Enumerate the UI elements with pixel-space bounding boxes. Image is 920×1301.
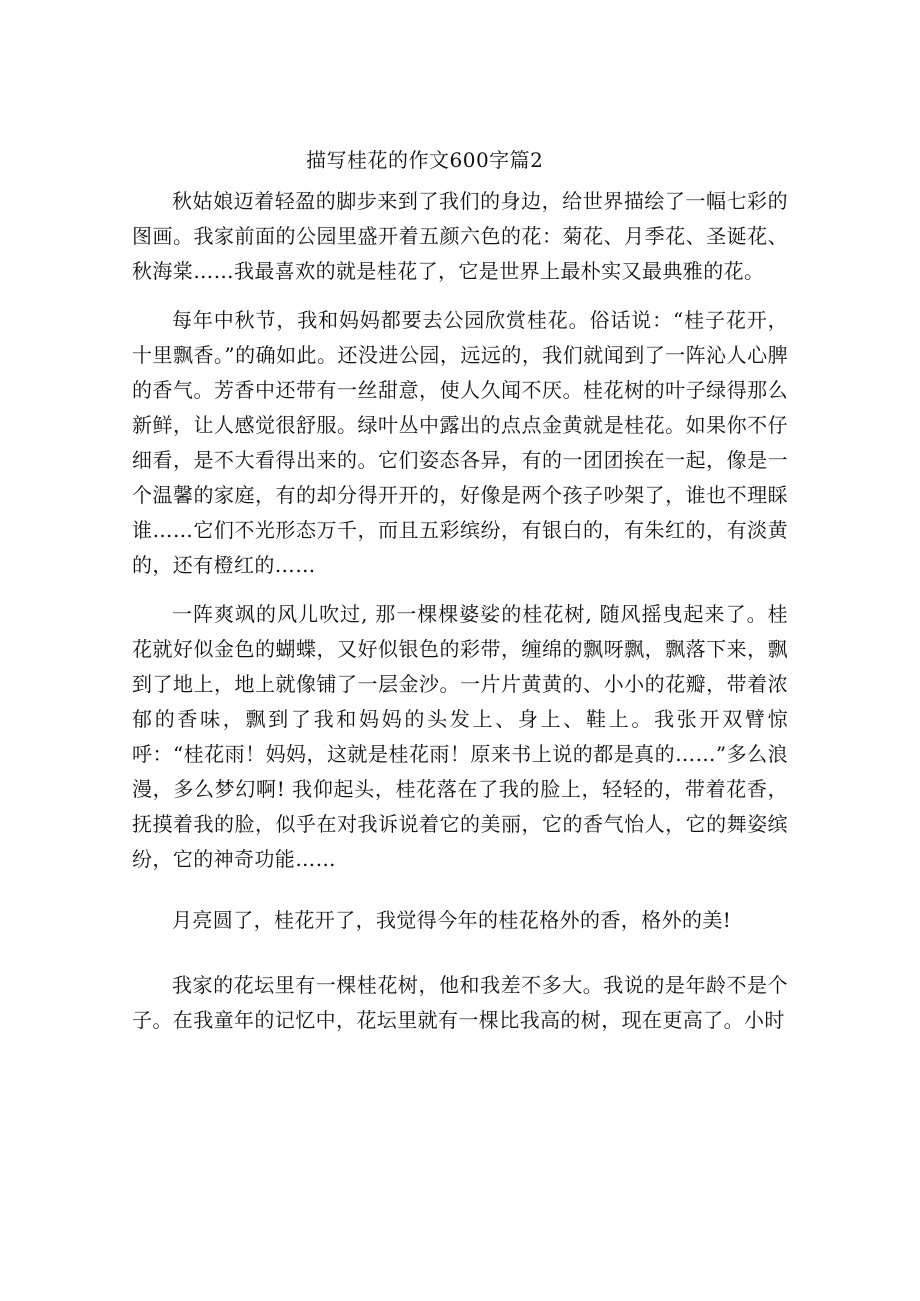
essay-body — [132, 184, 788, 1038]
essay-title: 描写桂花的作文600字篇2 — [306, 148, 544, 172]
paragraph-1: 秋姑娘迈着轻盈的脚步来到了我们的身边，给世界描绘了一幅七彩的图画。我家前面的公园里盛开着五颜六色的花：菊花、月季花、圣诞花、秋海棠……我最喜欢的就是桂花了，它是世界上最朴实又最典雅的花。 — [132, 189, 788, 283]
paragraph-5: 我家的花坛里有一棵桂花树，他和我差不多大。我说的是年龄不是个子。在我童年的记忆中，花坛里就有一棵比我高的树，现在更高了。小时 — [132, 973, 788, 1032]
paragraph-2: 每年中秋节，我和妈妈都要去公园欣赏桂花。俗话说：“桂子花开，十里飘香。”的确如此。还没进公园，远远的，我们就闻到了一阵沁人心脾的香气。芳香中还带有一丝甜意，使人久闻不厌。桂花树的叶子绿得那么新鲜，让人感觉很舒服。绿叶丛中露出的点点金黄就是桂花。如果你不仔细看，是不大看得出来的。它们姿态各异，有的一团团挨在一起，像是一个温馨的家庭，有的却分得开开的，好像是两个孩子吵架了，谁也不理睬谁……它们不光形态万千，而且五彩缤纷，有银白的，有朱红的，有淡黄的，还有橙红的…… — [132, 308, 788, 577]
paragraph-3: 一阵爽飒的风儿吹过, 那一棵棵婆娑的桂花树, 随风摇曳起来了。桂花就好似金色的蝴蝶，又好似银色的彩带，缠绵的飘呀飘，飘落下来，飘到了地上，地上就像铺了一层金沙。一片片黄黄的、小小的花瓣，带着浓郁的香味，飘到了我和妈妈的头发上、身上、鞋上。我张开双臂惊呼：“桂花雨！妈妈，这就是桂花雨！原来书上说的都是真的……”多么浪漫，多么梦幻啊! 我仰起头，桂花落在了我的脸上，轻轻的，带着花香，抚摸着我的脸，似乎在对我诉说着它的美丽，它的香气怡人，它的舞姿缤纷，它的神奇功能…… — [132, 602, 788, 871]
paragraph-4: 月亮圆了，桂花开了，我觉得今年的桂花格外的香，格外的美! — [172, 908, 732, 932]
